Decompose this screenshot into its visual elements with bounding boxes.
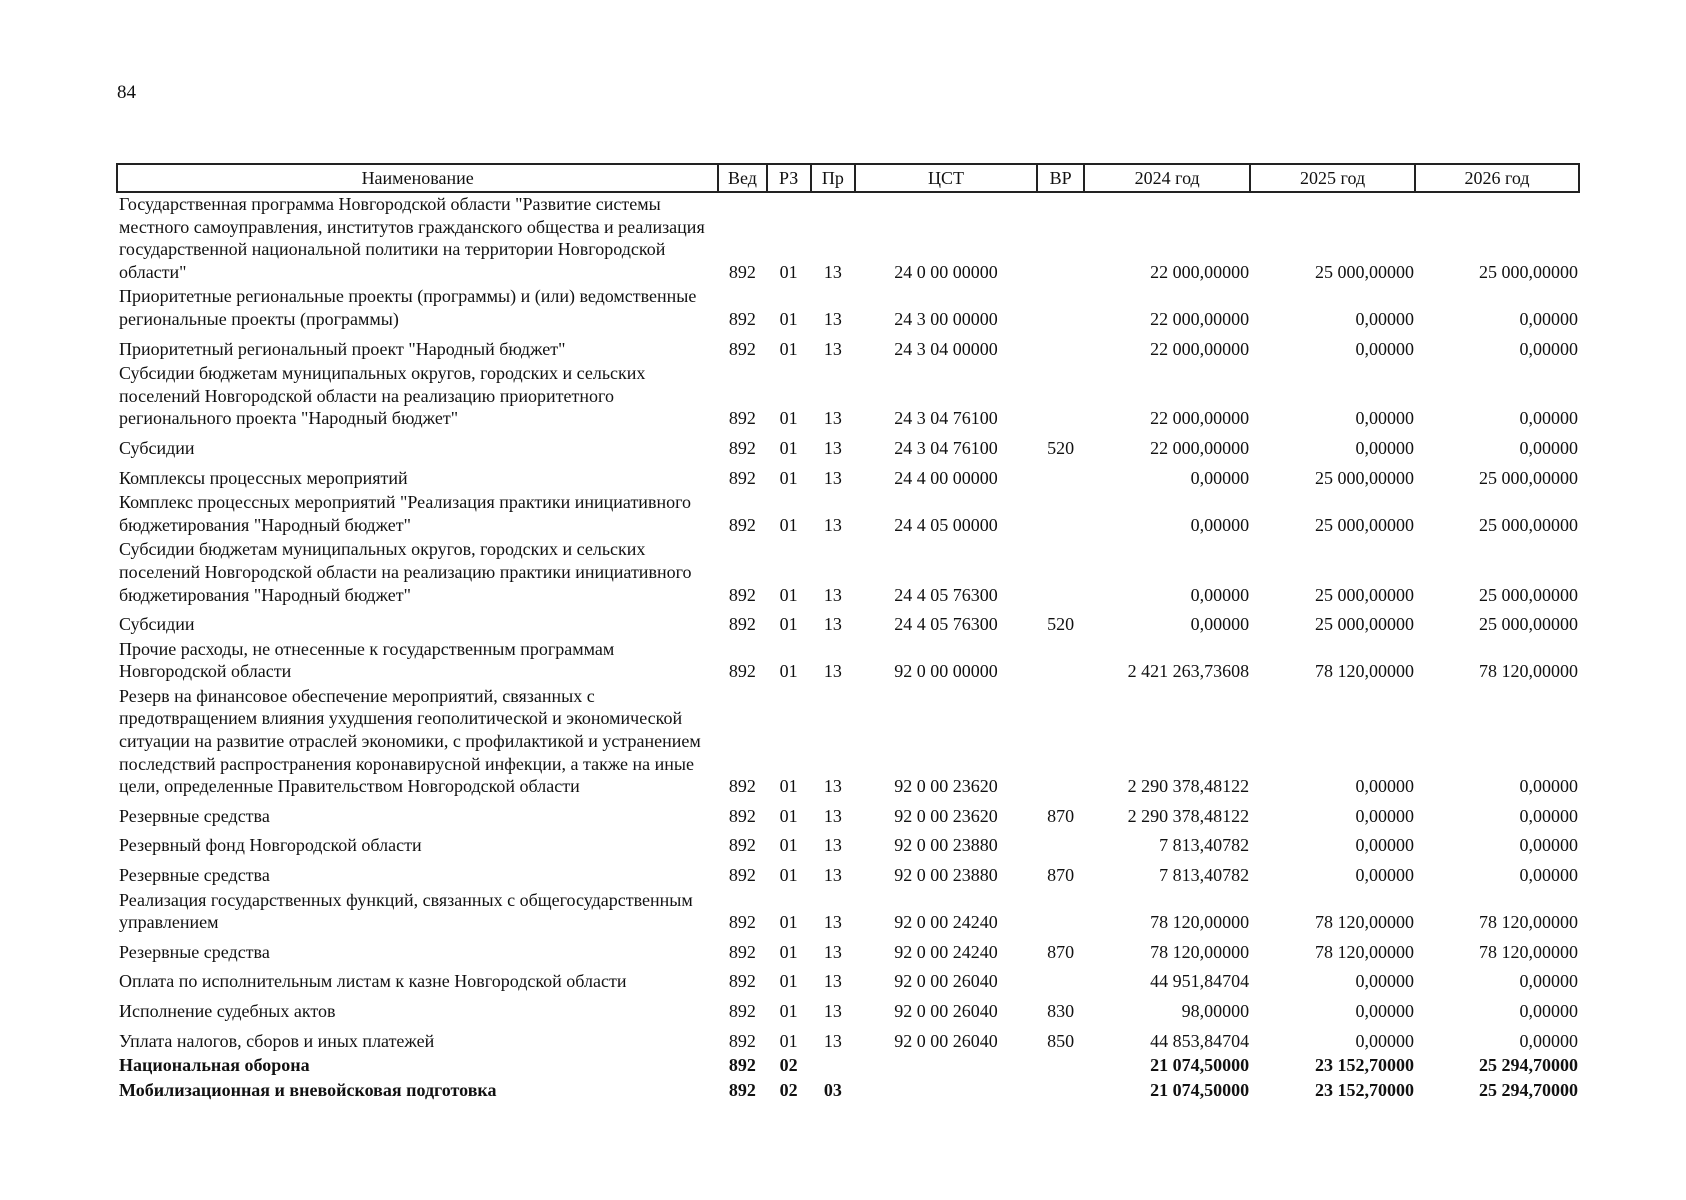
row-name: Оплата по исполнительным листам к казне Новгородской области [119,971,627,992]
table-row [117,333,1579,363]
row-2024: 44 853,84704 [1150,1030,1250,1051]
row-name: Субсидии бюджетам муниципальных округов, городских и сельских поселений Новгородской области на реализацию практики инициативного бюджетирования "Народный бюджет" [119,539,692,605]
row-2025: 25 000,00000 [1315,614,1415,635]
row-pr: 13 [823,912,842,933]
row-rz: 01 [779,865,798,886]
row-2025: 0,00000 [1355,308,1415,329]
table-row [117,538,1579,608]
row-2026: 25 294,70000 [1479,1079,1578,1100]
row-rz: 01 [779,805,798,826]
row-name: Резервный фонд Новгородской области [119,835,422,856]
row-2026: 25 000,00000 [1479,584,1578,605]
row-2024: 22 000,00000 [1150,338,1250,359]
row-name: Реализация государственных функций, связанных с общегосударственным управлением [119,889,693,933]
row-2026: 25 000,00000 [1479,261,1578,282]
row-vr [1037,889,1084,936]
table-row [117,432,1579,462]
row-2026: 78 120,00000 [1479,941,1578,962]
row-2026: 0,00000 [1519,437,1578,458]
row-2026: 25 294,70000 [1479,1055,1578,1076]
row-2025: 25 000,00000 [1315,467,1415,488]
row-ved: 892 [728,514,756,535]
row-vr [1037,192,1084,285]
row-vr [1037,285,1084,332]
row-vr: 520 [1047,614,1075,635]
row-pr: 03 [823,1079,842,1100]
header-name: Наименование [117,164,718,192]
row-ved: 892 [728,1001,756,1021]
row-name: Комплексы процессных мероприятий [119,467,408,488]
row-pr [811,1054,855,1079]
row-pr: 13 [823,338,842,359]
row-2025: 78 120,00000 [1315,912,1415,933]
row-name: Субсидии [119,614,195,635]
table-row [117,936,1579,966]
row-cst: 24 4 05 00000 [894,514,998,535]
row-pr: 13 [823,971,842,992]
row-ved: 892 [728,865,756,886]
table-row [117,889,1579,936]
row-2024: 21 074,50000 [1150,1079,1250,1100]
row-2024: 2 290 378,48122 [1127,805,1250,826]
row-2024: 98,00000 [1181,1001,1250,1021]
table-row [117,1079,1579,1104]
row-name: Уплата налогов, сборов и иных платежей [119,1030,435,1051]
row-pr: 13 [823,1001,842,1021]
row-2026: 0,00000 [1519,865,1578,886]
row-2026: 0,00000 [1519,805,1578,826]
row-2024: 21 074,50000 [1150,1055,1250,1076]
table-row [117,829,1579,859]
row-pr: 13 [823,805,842,826]
row-rz: 01 [779,971,798,992]
row-ved: 892 [728,776,756,797]
table-row [117,192,1579,285]
row-ved: 892 [728,971,756,992]
row-ved: 892 [728,1079,756,1100]
table-row [117,800,1579,830]
row-vr [1037,1054,1084,1079]
row-ved: 892 [728,805,756,826]
row-ved: 892 [728,408,756,429]
row-2026: 25 000,00000 [1479,514,1578,535]
row-2025: 25 000,00000 [1315,261,1415,282]
row-cst: 24 0 00 00000 [894,261,998,282]
row-ved: 892 [728,614,756,635]
row-name: Прочие расходы, не отнесенные к государственным программам Новгородской области [119,638,615,682]
row-name: Государственная программа Новгородской области "Развитие системы местного самоуправления, институтов гражданского общества и реализация государственной национальной политики на территории Новгородской области" [119,194,705,282]
row-name: Комплекс процессных мероприятий "Реализация практики инициативного бюджетирования "Народный бюджет" [119,492,692,535]
row-2025: 23 152,70000 [1315,1079,1415,1100]
row-2024: 22 000,00000 [1150,437,1250,458]
table-row [117,608,1579,638]
row-2025: 0,00000 [1355,338,1415,359]
row-rz: 02 [779,1055,798,1076]
row-pr: 13 [823,437,842,458]
row-2025: 0,00000 [1355,865,1415,886]
row-cst: 24 4 05 76300 [894,584,998,605]
row-name: Мобилизационная и вневойсковая подготовка [119,1079,497,1100]
row-ved: 892 [728,835,756,856]
row-2026: 0,00000 [1519,835,1578,856]
row-name: Резервные средства [119,865,270,886]
row-2026: 0,00000 [1519,408,1578,429]
row-cst: 92 0 00 23620 [894,805,998,826]
row-vr [1037,685,1084,800]
row-rz: 01 [779,776,798,797]
row-rz: 01 [779,584,798,605]
table-row [117,362,1579,432]
row-name: Резерв на финансовое обеспечение мероприятий, связанных с предотвращением влияния ухудшения геополитической и экономической ситуации на развитие отраслей экономики, с профилактикой и устранением последствий распространения коронавирусной инфекции, а также на иные цели, определенные Правительством Новгородской области [119,685,701,797]
row-vr: 830 [1047,1001,1075,1021]
row-2025: 0,00000 [1355,776,1415,797]
row-2026: 0,00000 [1519,308,1578,329]
row-2025: 23 152,70000 [1315,1055,1415,1076]
header-2026: 2026 год [1415,164,1579,192]
row-cst [855,1079,1037,1104]
row-cst: 92 0 00 23620 [894,776,998,797]
row-2026: 78 120,00000 [1479,912,1578,933]
row-2024: 7 813,40782 [1159,835,1250,856]
row-rz: 01 [779,1001,798,1021]
row-2025: 0,00000 [1355,835,1415,856]
row-cst: 92 0 00 24240 [894,941,998,962]
header-cst: ЦСТ [855,164,1037,192]
row-pr: 13 [823,865,842,886]
row-vr [1037,362,1084,432]
row-rz: 01 [779,437,798,458]
row-2025: 78 120,00000 [1315,661,1415,682]
row-cst: 24 3 04 76100 [894,437,998,458]
row-ved: 892 [728,308,756,329]
row-pr: 13 [823,514,842,535]
row-cst: 92 0 00 26040 [894,1030,998,1051]
row-2025: 0,00000 [1355,1030,1415,1051]
header-vr: ВР [1037,164,1084,192]
row-2024: 0,00000 [1190,467,1250,488]
row-cst [855,1054,1037,1079]
row-rz: 01 [779,1030,798,1051]
row-2024: 2 290 378,48122 [1127,776,1250,797]
row-name: Приоритетные региональные проекты (программы) и (или) ведомственные региональные проекты (программы) [119,286,697,329]
row-name: Национальная оборона [119,1055,310,1076]
row-pr: 13 [823,261,842,282]
row-pr: 13 [823,584,842,605]
row-vr [1037,333,1084,363]
row-2025: 0,00000 [1355,1001,1415,1021]
row-rz: 01 [779,661,798,682]
row-pr: 13 [823,941,842,962]
row-ved: 892 [728,261,756,282]
row-2026: 25 000,00000 [1479,614,1578,635]
row-cst: 24 4 05 76300 [894,614,998,635]
row-2026: 78 120,00000 [1479,661,1578,682]
row-2024: 22 000,00000 [1150,261,1250,282]
row-2024: 78 120,00000 [1150,941,1250,962]
row-2026: 0,00000 [1519,971,1578,992]
table-row [117,995,1579,1025]
table-row [117,685,1579,800]
page-number: 84 [117,82,136,103]
row-rz: 02 [779,1079,798,1100]
row-rz: 01 [779,941,798,962]
row-vr [1037,491,1084,538]
row-ved: 892 [728,912,756,933]
header-2024: 2024 год [1084,164,1250,192]
row-vr: 870 [1047,941,1075,962]
row-ved: 892 [728,467,756,488]
row-ved: 892 [728,661,756,682]
row-2025: 0,00000 [1355,437,1415,458]
row-vr [1037,462,1084,492]
header-rz: РЗ [767,164,811,192]
row-vr [1037,965,1084,995]
row-2024: 78 120,00000 [1150,912,1250,933]
header-2025: 2025 год [1250,164,1415,192]
row-2024: 0,00000 [1190,614,1250,635]
row-name: Субсидии [119,437,195,458]
row-vr: 870 [1047,865,1075,886]
row-cst: 24 4 00 00000 [894,467,998,488]
row-2024: 22 000,00000 [1150,308,1250,329]
budget-table [116,163,1580,1103]
row-vr [1037,538,1084,608]
row-cst: 92 0 00 24240 [894,912,998,933]
row-rz: 01 [779,514,798,535]
row-2024: 44 951,84704 [1150,971,1250,992]
row-rz: 01 [779,835,798,856]
row-2025: 25 000,00000 [1315,514,1415,535]
row-name: Резервные средства [119,941,270,962]
row-rz: 01 [779,261,798,282]
row-pr: 13 [823,467,842,488]
row-pr: 13 [823,308,842,329]
table-body [117,192,1579,1103]
row-ved: 892 [728,584,756,605]
row-ved: 892 [728,338,756,359]
header-ved: Вед [718,164,766,192]
row-cst: 24 3 04 76100 [894,408,998,429]
row-pr: 13 [823,776,842,797]
table-header [117,164,1579,192]
header-row [117,164,1579,192]
row-rz: 01 [779,614,798,635]
row-rz: 01 [779,308,798,329]
row-pr: 13 [823,835,842,856]
row-cst: 92 0 00 26040 [894,1001,998,1021]
row-rz: 01 [779,912,798,933]
row-cst: 92 0 00 23880 [894,835,998,856]
row-2026: 0,00000 [1519,1030,1578,1051]
row-rz: 01 [779,467,798,488]
table-row [117,462,1579,492]
row-2026: 0,00000 [1519,776,1578,797]
row-2026: 25 000,00000 [1479,467,1578,488]
row-cst: 92 0 00 00000 [894,661,998,682]
row-2025: 78 120,00000 [1315,941,1415,962]
row-vr: 520 [1047,437,1075,458]
row-pr: 13 [823,614,842,635]
table-row [117,965,1579,995]
row-vr [1037,829,1084,859]
row-vr [1037,638,1084,685]
header-pr: Пр [811,164,855,192]
row-pr: 13 [823,661,842,682]
row-cst: 92 0 00 23880 [894,865,998,886]
row-name: Резервные средства [119,805,270,826]
row-2024: 0,00000 [1190,584,1250,605]
row-cst: 92 0 00 26040 [894,971,998,992]
row-vr: 850 [1047,1030,1075,1051]
row-name: Приоритетный региональный проект "Народный бюджет" [119,338,566,359]
row-2024: 7 813,40782 [1159,865,1250,886]
row-name: Субсидии бюджетам муниципальных округов, городских и сельских поселений Новгородской области на реализацию приоритетного регионального проекта "Народный бюджет" [119,363,646,429]
row-2025: 0,00000 [1355,971,1415,992]
table-row [117,285,1579,332]
row-rz: 01 [779,338,798,359]
row-2024: 22 000,00000 [1150,408,1250,429]
row-2026: 0,00000 [1519,1001,1578,1021]
row-2025: 0,00000 [1355,408,1415,429]
row-pr: 13 [823,408,842,429]
row-2024: 2 421 263,73608 [1127,661,1250,682]
row-ved: 892 [728,437,756,458]
row-vr [1037,1079,1084,1104]
table-row [117,638,1579,685]
row-name: Исполнение судебных актов [119,1001,336,1021]
row-pr: 13 [823,1030,842,1051]
table-row [117,491,1579,538]
row-2025: 25 000,00000 [1315,584,1415,605]
row-ved: 892 [728,1055,756,1076]
row-cst: 24 3 04 00000 [894,338,998,359]
table-row [117,1025,1579,1055]
row-ved: 892 [728,941,756,962]
row-ved: 892 [728,1030,756,1051]
row-2025: 0,00000 [1355,805,1415,826]
row-2024: 0,00000 [1190,514,1250,535]
row-cst: 24 3 00 00000 [894,308,998,329]
row-2026: 0,00000 [1519,338,1578,359]
row-rz: 01 [779,408,798,429]
table-row [117,1054,1579,1079]
row-vr: 870 [1047,805,1075,826]
table-row [117,859,1579,889]
